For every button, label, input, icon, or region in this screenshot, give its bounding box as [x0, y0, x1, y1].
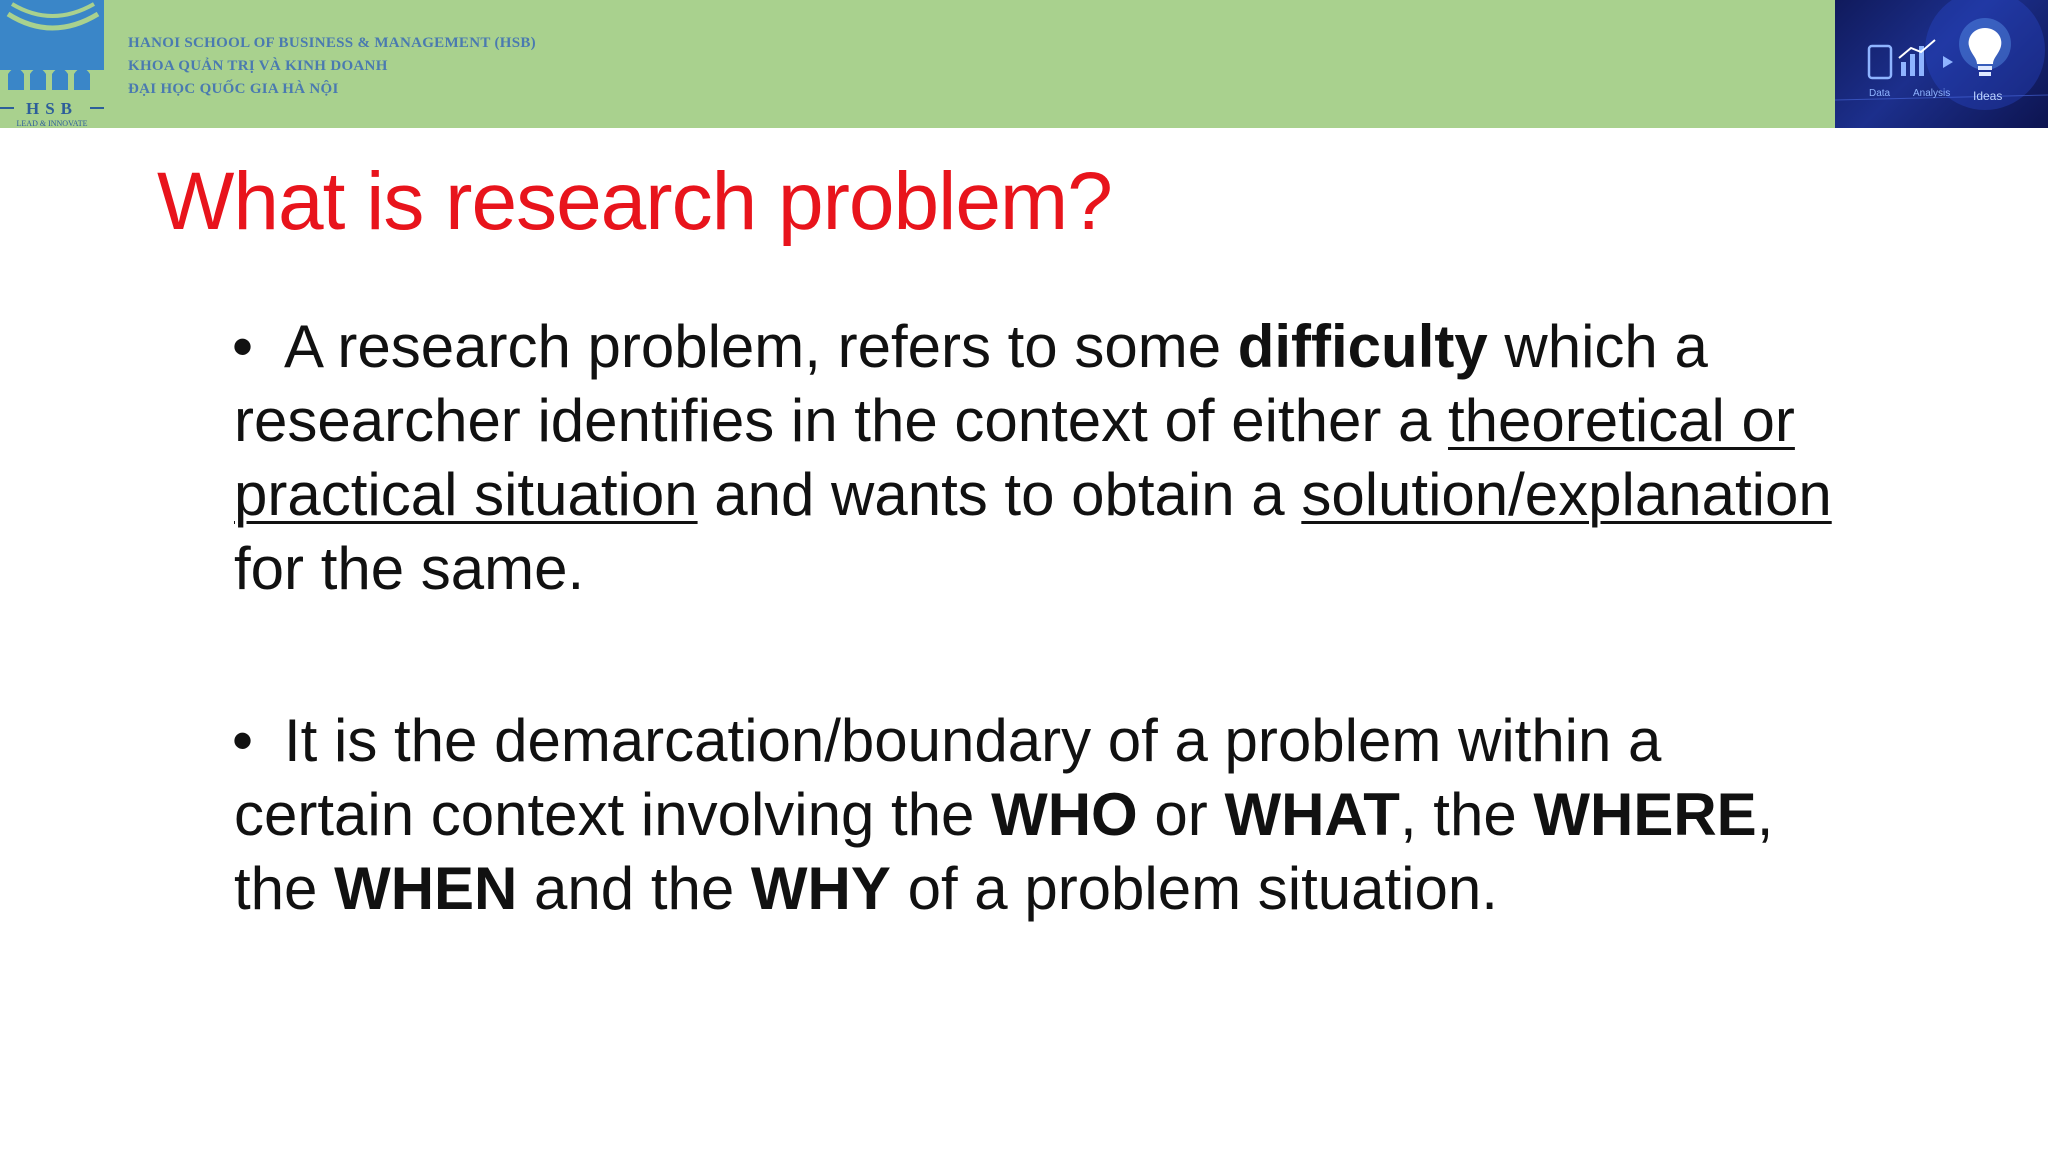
p2-text-3: , the — [1399, 781, 1534, 848]
p1-text-3: and wants to obtain a — [697, 461, 1302, 528]
p1-underline-solution: solution/explanation — [1301, 461, 1832, 528]
bullet-paragraph-1 — [234, 310, 1834, 606]
bullet-point: • — [232, 313, 254, 380]
hsb-logo — [0, 0, 110, 128]
p2-bold-why: WHY — [750, 855, 891, 922]
bullet-paragraph-2 — [234, 704, 1834, 926]
p2-bold-where: WHERE — [1533, 781, 1757, 848]
logo-text: HSB — [25, 99, 79, 118]
header-corner-image — [1835, 0, 2048, 128]
corner-label-1: Data — [1869, 88, 1891, 99]
logo-tagline: LEAD & INNOVATE — [16, 119, 88, 128]
p1-underline-situation: theoretical or practical situation — [234, 387, 1795, 528]
p2-bold-who: WHO — [991, 781, 1138, 848]
p2-text-5: and the — [517, 855, 751, 922]
slide-header — [0, 0, 2048, 128]
org-line-3: ĐẠI HỌC QUỐC GIA HÀ NỘI — [128, 81, 339, 97]
p1-text-2: which a researcher identifies in the context of either a — [234, 313, 1708, 454]
p1-text-4: for the same. — [234, 535, 585, 602]
corner-label-3: Ideas — [1973, 89, 2003, 103]
bullet-point: • — [232, 707, 254, 774]
slide-body — [234, 310, 1834, 926]
tablet-icon — [1869, 46, 1891, 78]
org-line-2: KHOA QUẢN TRỊ VÀ KINH DOANH — [128, 58, 388, 74]
p2-bold-when: WHEN — [334, 855, 518, 922]
p2-text-6: of a problem situation. — [890, 855, 1498, 922]
p1-text-1: A research problem, refers to some — [284, 313, 1238, 380]
organization-name — [128, 32, 536, 101]
slide-title: What is research problem? — [157, 156, 1112, 247]
corner-label-2: Analysis — [1913, 88, 1951, 99]
org-line-1: HANOI SCHOOL OF BUSINESS & MANAGEMENT (HSB) — [128, 35, 536, 51]
p2-text-2: or — [1137, 781, 1225, 848]
p1-bold-difficulty: difficulty — [1237, 313, 1488, 380]
p2-text-4: , the — [234, 781, 1774, 922]
p2-bold-what: WHAT — [1224, 781, 1400, 848]
p2-text-1: It is the demarcation/boundary of a problem within a certain context involving the — [234, 707, 1662, 848]
